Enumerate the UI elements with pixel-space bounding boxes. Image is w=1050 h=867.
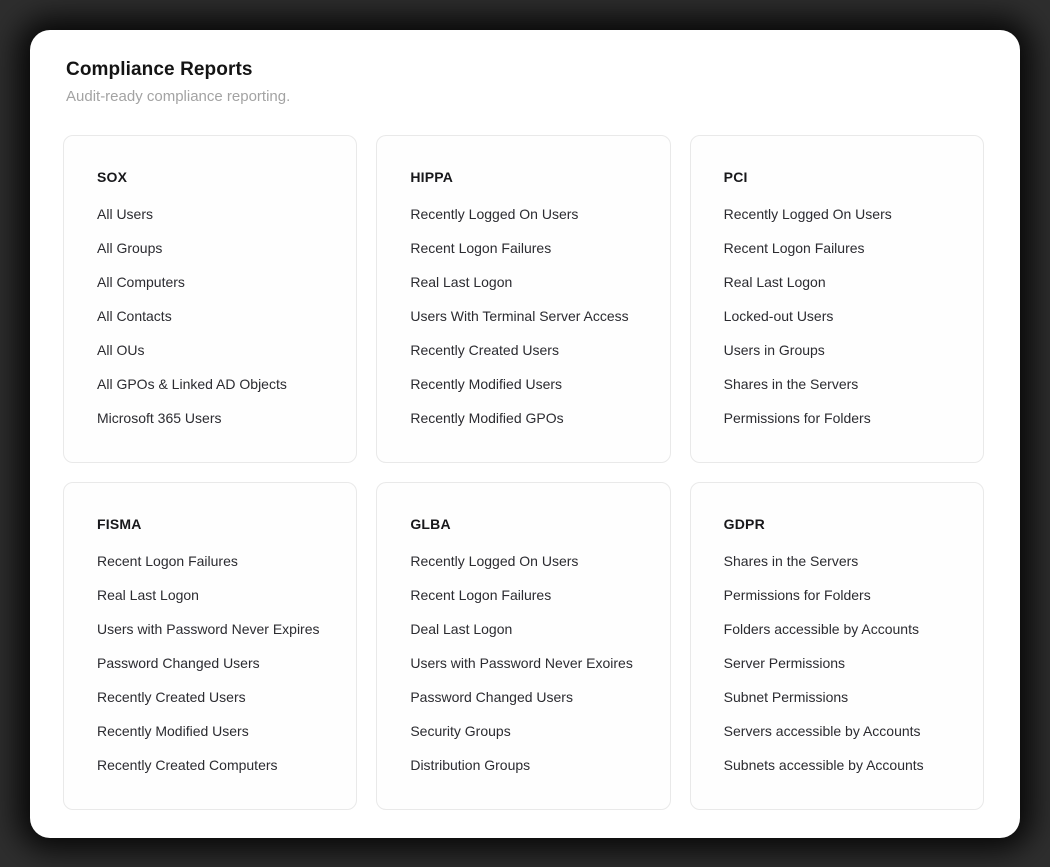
card-title: PCI [723,169,748,185]
page-subtitle: Audit-ready compliance reporting. [66,88,291,105]
report-link[interactable]: Password Changed Users [410,689,573,705]
report-link[interactable]: Shares in the Servers [723,553,859,569]
report-link[interactable]: Deal Last Logon [410,621,513,637]
report-link[interactable]: Recent Logon Failures [723,240,865,256]
report-link[interactable]: Recent Logon Failures [97,553,238,569]
report-list [97,197,336,435]
card-hippa [376,135,670,463]
report-link[interactable]: Shares in the Servers [723,376,859,392]
report-link[interactable]: Password Changed Users [97,655,260,671]
report-link[interactable]: Users in Groups [723,342,825,358]
card-title: FISMA [97,516,142,532]
report-link[interactable]: Recently Modified Users [410,376,563,392]
report-link[interactable]: All Computers [97,274,185,290]
report-list [724,197,963,435]
report-link[interactable]: Recently Modified GPOs [410,410,564,426]
page-title: Compliance Reports [66,59,253,80]
page-header [66,58,984,107]
report-list [724,544,963,782]
report-link[interactable]: Recently Created Computers [97,757,278,773]
report-link[interactable]: Recently Created Users [410,342,559,358]
card-title: GLBA [410,516,451,532]
report-link[interactable]: Recently Created Users [97,689,246,705]
card-title: HIPPA [410,169,454,185]
report-link[interactable]: Real Last Logon [97,587,199,603]
report-link[interactable]: All Users [97,206,154,222]
report-list [410,544,649,782]
report-link[interactable]: Subnets accessible by Accounts [723,757,924,773]
report-link[interactable]: Server Permissions [723,655,846,671]
card-sox [63,135,357,463]
report-link[interactable]: Recently Logged On Users [410,553,579,569]
report-link[interactable]: Security Groups [410,723,511,739]
report-link[interactable]: Folders accessible by Accounts [723,621,919,637]
report-link[interactable]: All Groups [97,240,163,256]
card-pci [690,135,984,463]
report-link[interactable]: All GPOs & Linked AD Objects [97,376,287,392]
report-link[interactable]: Recently Logged On Users [410,206,579,222]
report-link[interactable]: Permissions for Folders [723,587,871,603]
card-title: GDPR [723,516,765,532]
report-link[interactable]: Recently Modified Users [97,723,249,739]
compliance-panel [30,30,1020,838]
report-link[interactable]: Users With Terminal Server Access [410,308,629,324]
report-link[interactable]: All OUs [97,342,145,358]
report-link[interactable]: Permissions for Folders [723,410,871,426]
report-link[interactable]: Locked-out Users [723,308,834,324]
report-link[interactable]: Users with Password Never Exoires [410,655,633,671]
card-title: SOX [97,169,128,185]
report-link[interactable]: Users with Password Never Expires [97,621,320,637]
report-link[interactable]: Real Last Logon [723,274,826,290]
report-list [97,544,336,782]
report-link[interactable]: Microsoft 365 Users [97,410,222,426]
report-link[interactable]: Recently Logged On Users [723,206,892,222]
report-link[interactable]: Distribution Groups [410,757,531,773]
report-link[interactable]: Recent Logon Failures [410,587,552,603]
report-link[interactable]: Subnet Permissions [723,689,849,705]
card-fisma [63,482,357,810]
report-link[interactable]: Recent Logon Failures [410,240,552,256]
report-link[interactable]: Servers accessible by Accounts [723,723,921,739]
report-link[interactable]: All Contacts [97,308,172,324]
report-link[interactable]: Real Last Logon [410,274,513,290]
card-glba [376,482,670,810]
report-list [410,197,649,435]
card-gdpr [690,482,984,810]
cards-grid [63,135,984,810]
